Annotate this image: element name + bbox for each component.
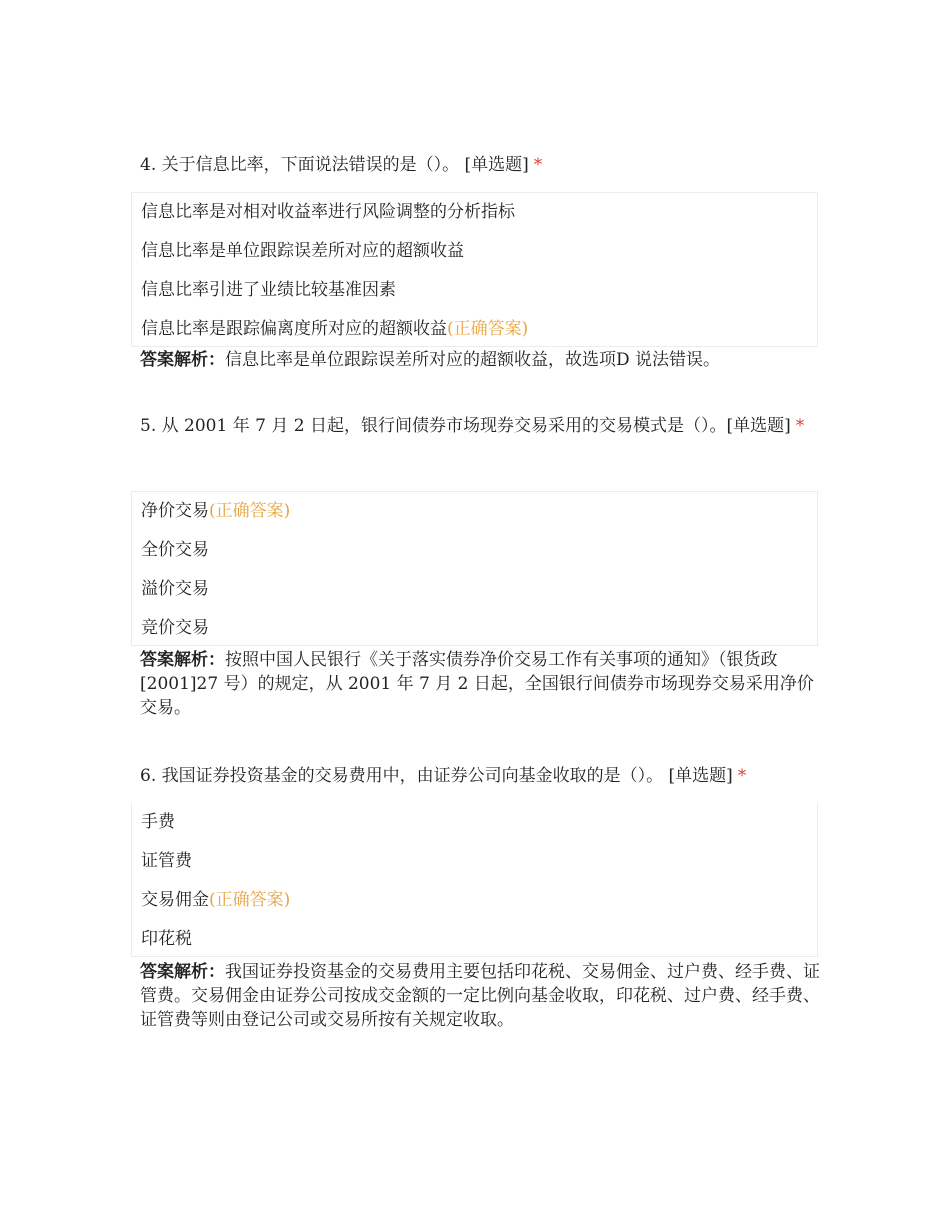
- analysis-label: 答案解析：: [140, 350, 225, 370]
- option-item[interactable]: [132, 193, 817, 232]
- option-text: 信息比率是单位跟踪误差所对应的超额收益: [141, 241, 464, 261]
- analysis-text: 我国证券投资基金的交易费用主要包括印花税、交易佣金、过户费、经手费、证管费。交易佣金由证券公司按成交金额的一定比例向基金收取，印花税、过户费、经手费、证管费等则由登记公司或交易所按有关规定收取。: [140, 962, 820, 1030]
- option-item[interactable]: [132, 310, 817, 349]
- option-item[interactable]: [132, 881, 817, 920]
- option-text: 溢价交易: [141, 579, 209, 599]
- question-text: 6. 我国证券投资基金的交易费用中，由证券公司向基金收取的是（）。 [单选题]: [140, 766, 733, 786]
- question-text: 5. 从 2001 年 7 月 2 日起，银行间债券市场现券交易采用的交易模式是（）。[单选题]: [140, 416, 791, 436]
- option-text: 全价交易: [141, 540, 209, 560]
- correct-answer-mark: (正确答案): [447, 319, 529, 339]
- option-item[interactable]: [132, 232, 817, 271]
- option-item[interactable]: [132, 842, 817, 881]
- option-text: 印花税: [141, 929, 192, 949]
- correct-answer-mark: (正确答案): [209, 501, 291, 521]
- required-mark: *: [795, 416, 805, 436]
- option-text: 手费: [141, 812, 175, 832]
- answer-analysis: [140, 960, 820, 1032]
- analysis-text: 信息比率是单位跟踪误差所对应的超额收益，故选项D 说法错误。: [225, 350, 721, 370]
- question-title: [140, 407, 820, 445]
- options-list: [131, 491, 818, 646]
- option-item[interactable]: [132, 492, 817, 531]
- option-item[interactable]: [132, 531, 817, 570]
- option-text: 竞价交易: [141, 618, 209, 638]
- analysis-label: 答案解析：: [140, 650, 225, 670]
- correct-answer-mark: (正确答案): [209, 890, 291, 910]
- option-text: 净价交易: [141, 501, 209, 521]
- option-text: 信息比率是对相对收益率进行风险调整的分析指标: [141, 202, 515, 222]
- analysis-text: 按照中国人民银行《关于落实债券净价交易工作有关事项的通知》（银货政[2001]27 号）的规定，从 2001 年 7 月 2 日起，全国银行间债券市场现券交易采用净价交易。: [140, 650, 814, 718]
- options-list: [131, 802, 818, 957]
- question-text: 4. 关于信息比率，下面说法错误的是（）。 [单选题]: [140, 155, 529, 175]
- question-title: [140, 146, 820, 184]
- option-text: 交易佣金: [141, 890, 209, 910]
- option-item[interactable]: [132, 609, 817, 648]
- answer-analysis: [140, 648, 820, 720]
- option-text: 证管费: [141, 851, 192, 871]
- option-text: 信息比率是跟踪偏离度所对应的超额收益: [141, 319, 447, 339]
- options-list: [131, 192, 818, 347]
- option-item[interactable]: [132, 803, 817, 842]
- question-title: [140, 757, 820, 795]
- required-mark: *: [533, 155, 543, 175]
- required-mark: *: [737, 766, 747, 786]
- option-item[interactable]: [132, 570, 817, 609]
- option-item[interactable]: [132, 271, 817, 310]
- analysis-label: 答案解析：: [140, 962, 225, 982]
- option-item[interactable]: [132, 920, 817, 959]
- answer-analysis: [140, 348, 820, 372]
- option-text: 信息比率引进了业绩比较基准因素: [141, 280, 396, 300]
